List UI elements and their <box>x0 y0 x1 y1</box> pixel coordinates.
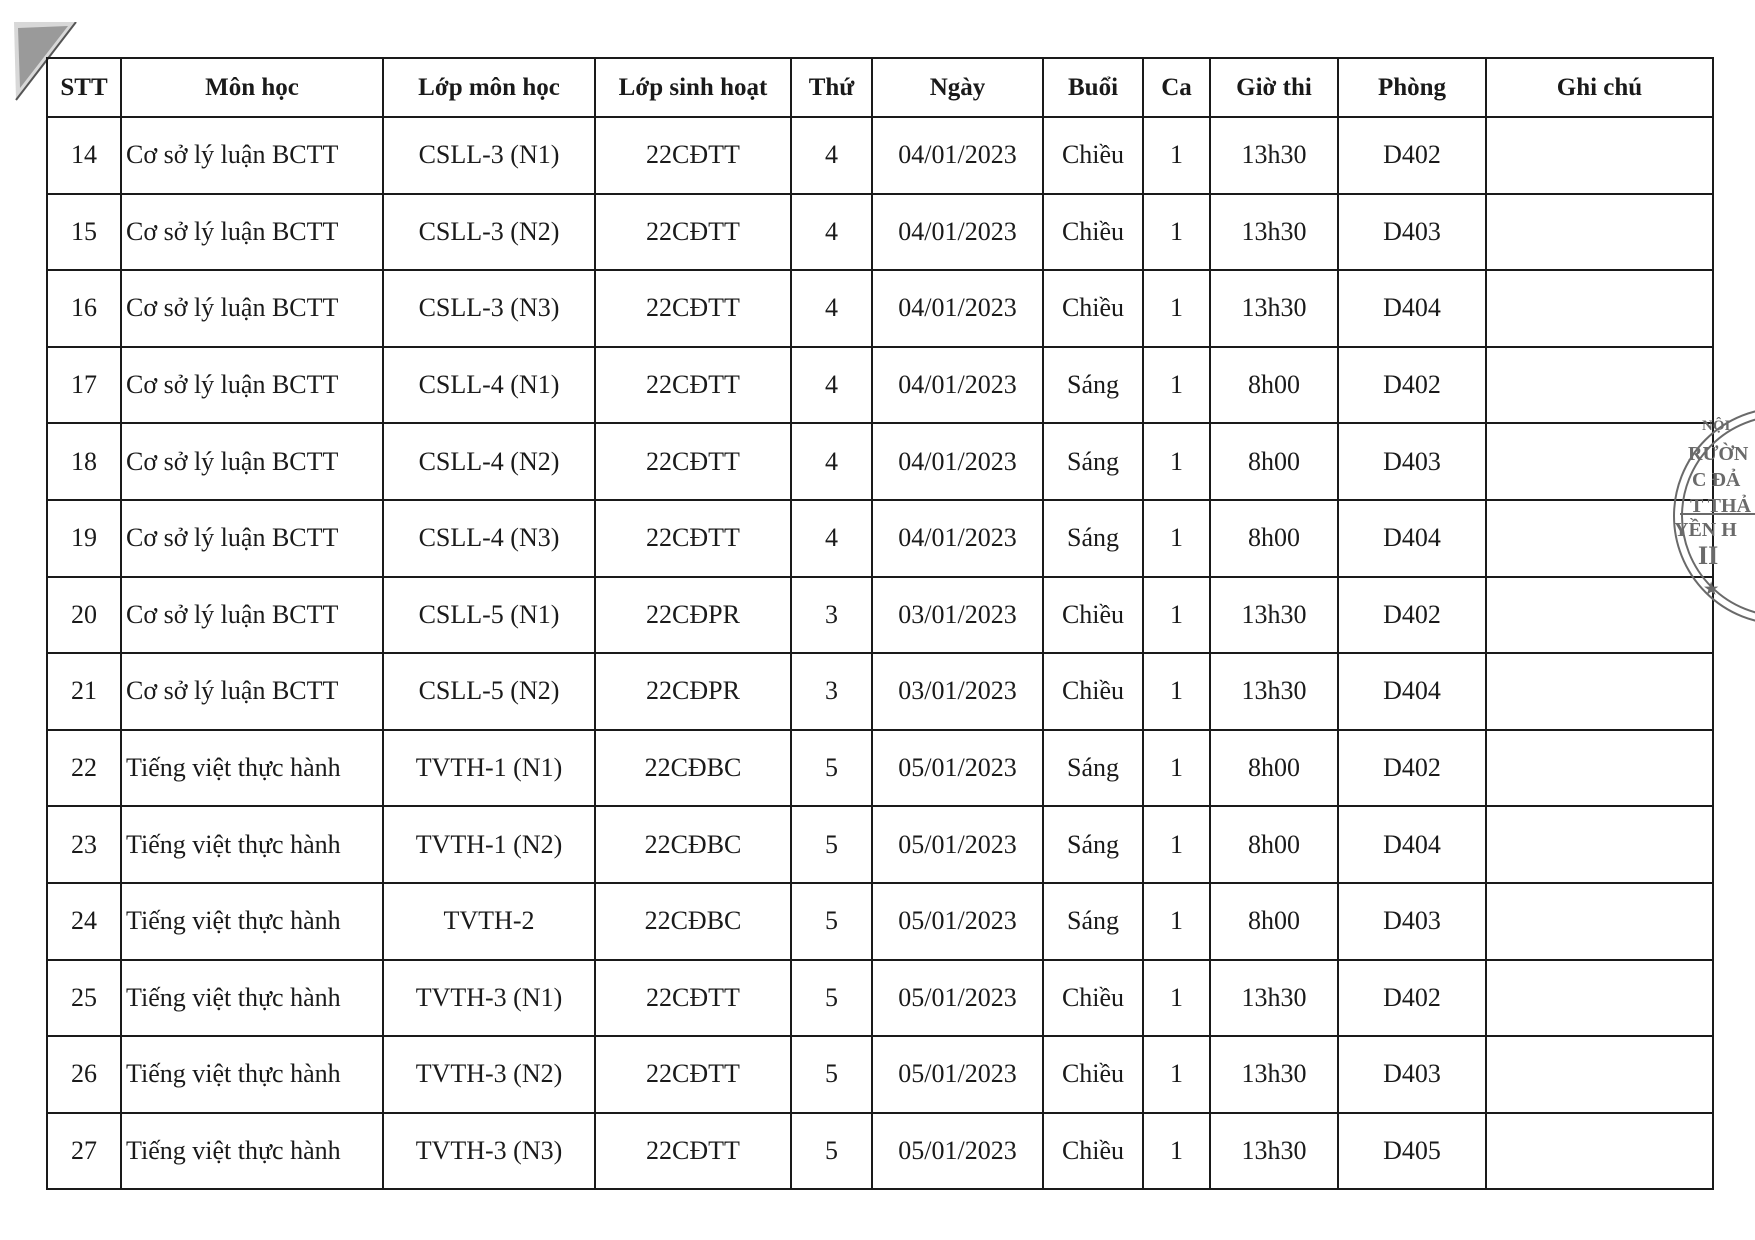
cell-date: 04/01/2023 <box>872 347 1043 424</box>
cell-homeroom-class: 22CĐPR <box>595 577 791 654</box>
table-row <box>47 730 1713 807</box>
table-row <box>47 500 1713 577</box>
cell-room: D404 <box>1338 500 1486 577</box>
cell-room: D402 <box>1338 117 1486 194</box>
cell-stt: 27 <box>47 1113 121 1190</box>
cell-room: D403 <box>1338 1036 1486 1113</box>
table-row <box>47 423 1713 500</box>
column-header-exam-time: Giờ thi <box>1210 58 1338 117</box>
cell-session: Sáng <box>1043 806 1143 883</box>
cell-course-class: CSLL-3 (N1) <box>383 117 595 194</box>
cell-subject: Tiếng việt thực hành <box>121 960 383 1037</box>
cell-session: Chiều <box>1043 1036 1143 1113</box>
cell-room: D405 <box>1338 1113 1486 1190</box>
cell-course-class: TVTH-1 (N2) <box>383 806 595 883</box>
cell-exam-time: 8h00 <box>1210 347 1338 424</box>
column-header-notes: Ghi chú <box>1486 58 1713 117</box>
cell-course-class: CSLL-5 (N1) <box>383 577 595 654</box>
cell-exam-time: 8h00 <box>1210 423 1338 500</box>
cell-shift: 1 <box>1143 960 1210 1037</box>
cell-course-class: CSLL-5 (N2) <box>383 653 595 730</box>
seal-star-icon: ★ <box>1704 581 1719 598</box>
cell-notes <box>1486 117 1713 194</box>
cell-homeroom-class: 22CĐTT <box>595 423 791 500</box>
cell-date: 04/01/2023 <box>872 117 1043 194</box>
cell-date: 04/01/2023 <box>872 423 1043 500</box>
column-header-subject: Môn học <box>121 58 383 117</box>
table-row <box>47 1113 1713 1190</box>
cell-stt: 23 <box>47 806 121 883</box>
cell-notes <box>1486 883 1713 960</box>
cell-exam-time: 8h00 <box>1210 730 1338 807</box>
cell-session: Sáng <box>1043 423 1143 500</box>
cell-date: 04/01/2023 <box>872 194 1043 271</box>
table-row <box>47 653 1713 730</box>
cell-room: D402 <box>1338 960 1486 1037</box>
cell-session: Chiều <box>1043 960 1143 1037</box>
column-header-stt: STT <box>47 58 121 117</box>
cell-homeroom-class: 22CĐTT <box>595 347 791 424</box>
column-header-weekday: Thứ <box>791 58 872 117</box>
cell-shift: 1 <box>1143 500 1210 577</box>
cell-shift: 1 <box>1143 423 1210 500</box>
exam-schedule-table <box>46 57 1714 1190</box>
column-header-homeroom-class: Lớp sinh hoạt <box>595 58 791 117</box>
table-row <box>47 960 1713 1037</box>
cell-homeroom-class: 22CĐPR <box>595 653 791 730</box>
column-header-date: Ngày <box>872 58 1043 117</box>
cell-homeroom-class: 22CĐBC <box>595 806 791 883</box>
cell-session: Sáng <box>1043 347 1143 424</box>
cell-course-class: TVTH-2 <box>383 883 595 960</box>
cell-homeroom-class: 22CĐBC <box>595 883 791 960</box>
cell-exam-time: 13h30 <box>1210 960 1338 1037</box>
cell-course-class: CSLL-3 (N2) <box>383 194 595 271</box>
table-row <box>47 883 1713 960</box>
cell-homeroom-class: 22CĐTT <box>595 500 791 577</box>
cell-weekday: 5 <box>791 883 872 960</box>
cell-stt: 17 <box>47 347 121 424</box>
table-row <box>47 270 1713 347</box>
cell-room: D404 <box>1338 653 1486 730</box>
cell-subject: Cơ sở lý luận BCTT <box>121 194 383 271</box>
cell-course-class: CSLL-3 (N3) <box>383 270 595 347</box>
cell-exam-time: 13h30 <box>1210 1113 1338 1190</box>
cell-date: 03/01/2023 <box>872 653 1043 730</box>
cell-weekday: 4 <box>791 347 872 424</box>
seal-fragment: II <box>1698 541 1719 570</box>
cell-weekday: 4 <box>791 500 872 577</box>
cell-room: D404 <box>1338 270 1486 347</box>
cell-homeroom-class: 22CĐTT <box>595 1036 791 1113</box>
cell-notes <box>1486 194 1713 271</box>
cell-session: Chiều <box>1043 117 1143 194</box>
cell-date: 05/01/2023 <box>872 1036 1043 1113</box>
seal-fragment: RƯỜN <box>1688 443 1749 465</box>
cell-homeroom-class: 22CĐTT <box>595 270 791 347</box>
cell-session: Sáng <box>1043 883 1143 960</box>
seal-fragment: C ĐẢ <box>1692 469 1741 491</box>
seal-fragment: YỀN H <box>1674 519 1737 541</box>
cell-subject: Tiếng việt thực hành <box>121 883 383 960</box>
cell-shift: 1 <box>1143 1113 1210 1190</box>
cell-stt: 21 <box>47 653 121 730</box>
cell-notes <box>1486 653 1713 730</box>
cell-weekday: 4 <box>791 270 872 347</box>
cell-notes <box>1486 960 1713 1037</box>
cell-notes <box>1486 1036 1713 1113</box>
cell-date: 04/01/2023 <box>872 500 1043 577</box>
cell-subject: Cơ sở lý luận BCTT <box>121 423 383 500</box>
cell-subject: Cơ sở lý luận BCTT <box>121 577 383 654</box>
cell-exam-time: 13h30 <box>1210 117 1338 194</box>
cell-room: D403 <box>1338 194 1486 271</box>
cell-room: D402 <box>1338 730 1486 807</box>
cell-stt: 24 <box>47 883 121 960</box>
column-header-room: Phòng <box>1338 58 1486 117</box>
cell-weekday: 3 <box>791 577 872 654</box>
cell-exam-time: 13h30 <box>1210 577 1338 654</box>
cell-subject: Tiếng việt thực hành <box>121 806 383 883</box>
cell-weekday: 5 <box>791 730 872 807</box>
cell-session: Sáng <box>1043 500 1143 577</box>
cell-session: Chiều <box>1043 194 1143 271</box>
cell-shift: 1 <box>1143 270 1210 347</box>
cell-subject: Tiếng việt thực hành <box>121 1113 383 1190</box>
cell-subject: Cơ sở lý luận BCTT <box>121 653 383 730</box>
table-row <box>47 1036 1713 1113</box>
cell-subject: Tiếng việt thực hành <box>121 1036 383 1113</box>
cell-notes <box>1486 270 1713 347</box>
cell-exam-time: 13h30 <box>1210 653 1338 730</box>
cell-shift: 1 <box>1143 194 1210 271</box>
table-row <box>47 806 1713 883</box>
cell-shift: 1 <box>1143 806 1210 883</box>
cell-weekday: 5 <box>791 1113 872 1190</box>
cell-homeroom-class: 22CĐTT <box>595 194 791 271</box>
cell-date: 05/01/2023 <box>872 883 1043 960</box>
cell-homeroom-class: 22CĐTT <box>595 960 791 1037</box>
cell-course-class: CSLL-4 (N3) <box>383 500 595 577</box>
cell-date: 03/01/2023 <box>872 577 1043 654</box>
cell-weekday: 4 <box>791 117 872 194</box>
cell-homeroom-class: 22CĐBC <box>595 730 791 807</box>
table-row <box>47 577 1713 654</box>
cell-exam-time: 8h00 <box>1210 806 1338 883</box>
cell-shift: 1 <box>1143 730 1210 807</box>
cell-session: Sáng <box>1043 730 1143 807</box>
cell-stt: 25 <box>47 960 121 1037</box>
cell-weekday: 5 <box>791 1036 872 1113</box>
cell-stt: 15 <box>47 194 121 271</box>
cell-stt: 18 <box>47 423 121 500</box>
header-row <box>47 58 1713 117</box>
cell-shift: 1 <box>1143 117 1210 194</box>
cell-date: 05/01/2023 <box>872 1113 1043 1190</box>
cell-subject: Cơ sở lý luận BCTT <box>121 117 383 194</box>
cell-subject: Tiếng việt thực hành <box>121 730 383 807</box>
cell-room: D403 <box>1338 883 1486 960</box>
cell-exam-time: 13h30 <box>1210 270 1338 347</box>
cell-weekday: 5 <box>791 806 872 883</box>
cell-homeroom-class: 22CĐTT <box>595 1113 791 1190</box>
cell-subject: Cơ sở lý luận BCTT <box>121 347 383 424</box>
seal-fragment: NỘI <box>1702 418 1731 434</box>
cell-exam-time: 13h30 <box>1210 194 1338 271</box>
cell-stt: 26 <box>47 1036 121 1113</box>
column-header-shift: Ca <box>1143 58 1210 117</box>
cell-stt: 20 <box>47 577 121 654</box>
cell-stt: 22 <box>47 730 121 807</box>
cell-date: 05/01/2023 <box>872 730 1043 807</box>
cell-session: Chiều <box>1043 270 1143 347</box>
cell-stt: 14 <box>47 117 121 194</box>
cell-room: D403 <box>1338 423 1486 500</box>
cell-room: D402 <box>1338 347 1486 424</box>
cell-course-class: TVTH-3 (N2) <box>383 1036 595 1113</box>
cell-stt: 19 <box>47 500 121 577</box>
cell-homeroom-class: 22CĐTT <box>595 117 791 194</box>
cell-weekday: 4 <box>791 423 872 500</box>
cell-exam-time: 8h00 <box>1210 500 1338 577</box>
cell-session: Chiều <box>1043 577 1143 654</box>
column-header-session: Buổi <box>1043 58 1143 117</box>
table-body <box>47 117 1713 1189</box>
cell-notes <box>1486 730 1713 807</box>
cell-notes <box>1486 1113 1713 1190</box>
cell-exam-time: 13h30 <box>1210 1036 1338 1113</box>
table-row <box>47 194 1713 271</box>
official-seal <box>1672 404 1755 624</box>
cell-room: D402 <box>1338 577 1486 654</box>
cell-date: 04/01/2023 <box>872 270 1043 347</box>
cell-weekday: 4 <box>791 194 872 271</box>
cell-subject: Cơ sở lý luận BCTT <box>121 500 383 577</box>
cell-shift: 1 <box>1143 1036 1210 1113</box>
cell-weekday: 3 <box>791 653 872 730</box>
cell-course-class: TVTH-1 (N1) <box>383 730 595 807</box>
cell-shift: 1 <box>1143 883 1210 960</box>
cell-weekday: 5 <box>791 960 872 1037</box>
cell-course-class: TVTH-3 (N3) <box>383 1113 595 1190</box>
cell-course-class: CSLL-4 (N2) <box>383 423 595 500</box>
table-row <box>47 117 1713 194</box>
cell-session: Chiều <box>1043 1113 1143 1190</box>
cell-shift: 1 <box>1143 577 1210 654</box>
table-row <box>47 347 1713 424</box>
cell-exam-time: 8h00 <box>1210 883 1338 960</box>
cell-stt: 16 <box>47 270 121 347</box>
seal-fragment: T THẢ <box>1690 495 1751 517</box>
column-header-course-class: Lớp môn học <box>383 58 595 117</box>
cell-course-class: CSLL-4 (N1) <box>383 347 595 424</box>
cell-notes <box>1486 806 1713 883</box>
cell-session: Chiều <box>1043 653 1143 730</box>
cell-shift: 1 <box>1143 347 1210 424</box>
cell-subject: Cơ sở lý luận BCTT <box>121 270 383 347</box>
cell-date: 05/01/2023 <box>872 806 1043 883</box>
cell-date: 05/01/2023 <box>872 960 1043 1037</box>
cell-course-class: TVTH-3 (N1) <box>383 960 595 1037</box>
cell-shift: 1 <box>1143 653 1210 730</box>
cell-room: D404 <box>1338 806 1486 883</box>
